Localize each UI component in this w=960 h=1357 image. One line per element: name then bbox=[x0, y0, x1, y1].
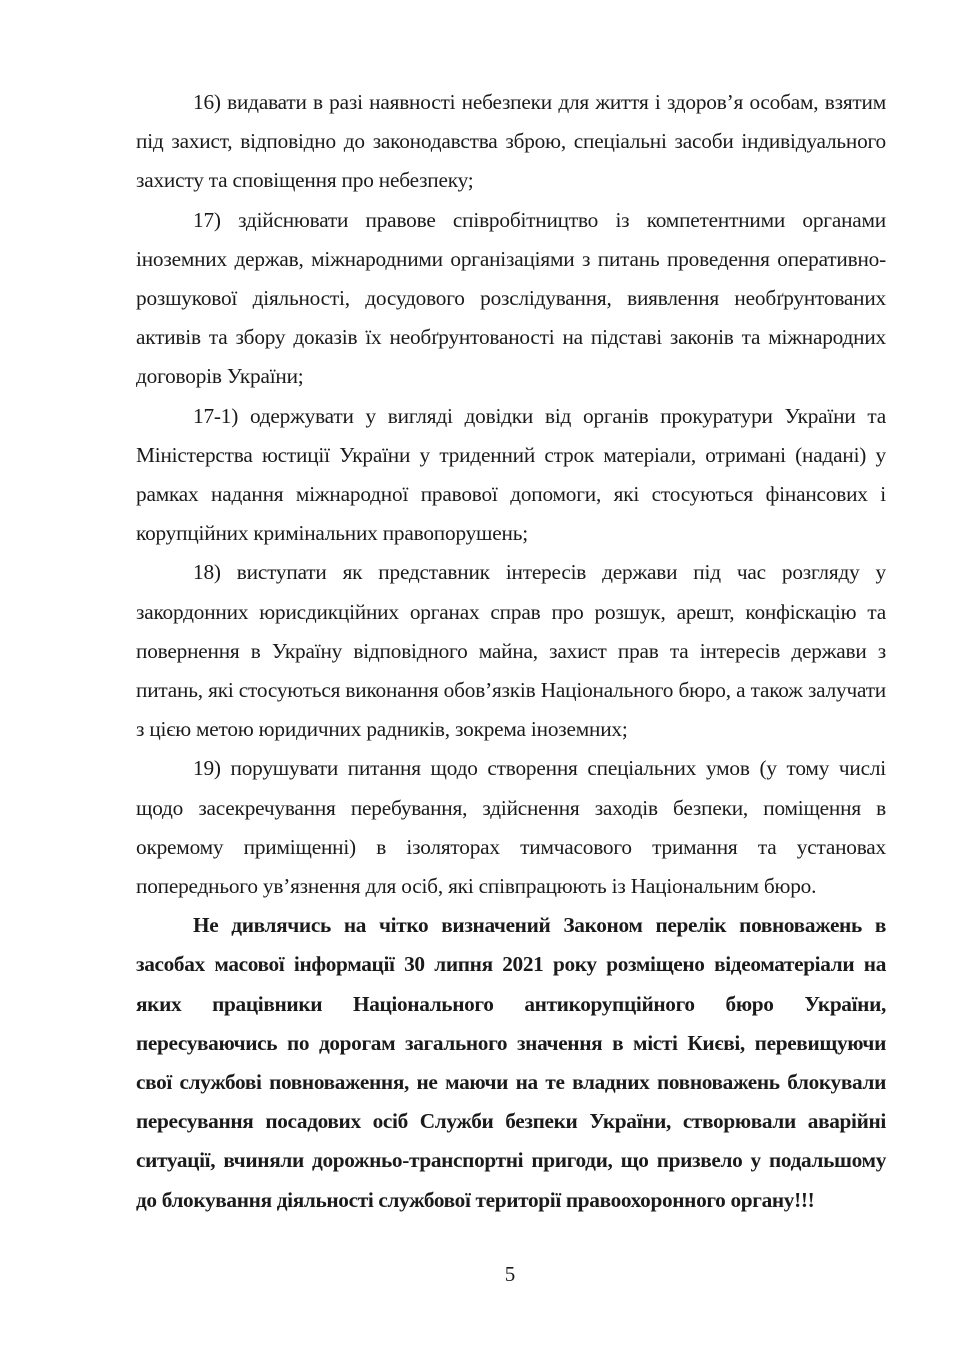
document-page bbox=[136, 83, 886, 1220]
paragraph-item-18: 18) виступати як представник інтересів держави під час розгляду у закордонних юрисдикційних органах справ про розшук, арешт, конфіскацію та повернення в Україну відповідного майна, захист прав та інтересів держави з питань, які стосуються виконання обов’язків Національного бюро, а також залучати з цією метою юридичних радників, зокрема іноземних; bbox=[136, 560, 886, 742]
paragraph-item-17-1: 17-1) одержувати у вигляді довідки від органів прокуратури України та Міністерства юстиції України у триденний строк матеріали, отримані (надані) у рамках надання міжнародної правової допомоги, які стосуються фінансових і корупційних кримінальних правопорушень; bbox=[136, 403, 886, 546]
paragraph-item-16: 16) видавати в разі наявності небезпеки для життя і здоров’я особам, взятим під захист, відповідно до законодавства зброю, спеціальні засоби індивідуального захисту та сповіщення про небезпеку; bbox=[136, 90, 886, 193]
paragraph-item-17: 17) здійснювати правове співробітництво із компетентними органами іноземних держав, міжнародними організаціями з питань проведення оперативно-розшукової діяльності, досудового розслідування, виявлення необґрунтованих активів та збору доказів їх необґрунтованості на підставі законів та міжнародних договорів України; bbox=[136, 207, 886, 389]
page-number: 5 bbox=[504, 1262, 516, 1286]
paragraph-statement-bold: Не дивлячись на чітко визначений Законом перелік повноважень в засобах масової інформації 30 липня 2021 року розміщено відеоматеріали на яких працівники Національного антикорупційного бюро України, пересуваючись по дорогам загального значення в місті Києві, перевищуючи свої службові повноваження, не маючи на те владних повноважень блокували пересування посадових осіб Служби безпеки України, створювали аварійні ситуації, вчиняли дорожньо-транспортні пригоди, що призвело у подальшому до блокування діяльності службової території правоохоронного органу!!! bbox=[136, 913, 886, 1212]
paragraph-item-19: 19) порушувати питання щодо створення спеціальних умов (у тому числі щодо засекречування перебування, здійснення заходів безпеки, поміщення в окремому приміщенні) в ізоляторах тимчасового тримання та установах попереднього ув’язнення для осіб, які співпрацюють із Національним бюро. bbox=[136, 756, 886, 899]
